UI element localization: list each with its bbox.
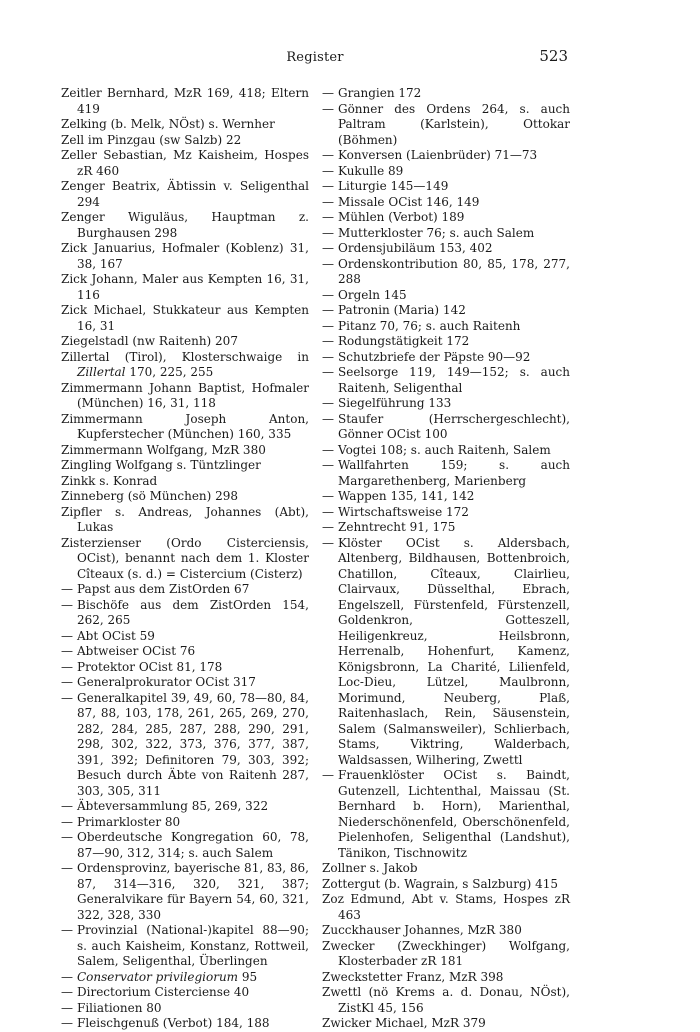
- entry-text: Directorium Cisterciense 40: [77, 985, 250, 999]
- subentry-dash: —: [322, 225, 334, 240]
- subentry-dash: —: [322, 179, 334, 193]
- index-subentry: [322, 350, 570, 366]
- entry-text: Ziegelstadl (nw Raitenh) 207: [61, 334, 238, 348]
- entry-text: Äbteversammlung 85, 269, 322: [77, 799, 269, 813]
- entry-text: Zingling Wolfgang s. Tüntzlinger: [61, 458, 261, 472]
- index-subentry: [322, 334, 570, 350]
- index-entry: [61, 179, 309, 210]
- index-subentry: [61, 830, 309, 861]
- entry-text: Mutterkloster 76; s. auch Salem: [338, 225, 535, 240]
- entry-text: Zick Johann, Maler aus Kempten 16, 31, 116: [61, 272, 309, 302]
- entry-text: Zehntrecht 91, 175: [338, 520, 456, 534]
- subentry-dash: —: [322, 520, 334, 534]
- subentry-dash: —: [61, 799, 73, 813]
- subentry-dash: —: [322, 86, 334, 100]
- index-subentry: [322, 443, 570, 459]
- entry-text: Fleischgenuß (Verbot) 184, 188: [77, 1016, 270, 1030]
- entry-text: Wappen 135, 141, 142: [338, 489, 475, 503]
- index-column-right: [322, 86, 570, 1032]
- index-entry: [61, 474, 309, 490]
- entry-text: Missale OCist 146, 149: [338, 194, 480, 209]
- entry-text: Mühlen (Verbot) 189: [338, 210, 465, 224]
- subentry-dash: —: [322, 256, 334, 271]
- index-subentry: [322, 520, 570, 536]
- entry-text: Generalprokurator OCist 317: [77, 675, 256, 689]
- index-entry: [322, 939, 570, 970]
- index-entry: [322, 985, 570, 1016]
- index-subentry: [322, 458, 570, 489]
- subentry-dash: —: [61, 659, 73, 674]
- entry-text: Grangien 172: [338, 86, 422, 100]
- entry-text: Zottergut (b. Wagrain, s Salzburg) 415: [322, 876, 559, 891]
- entry-text: Zimmermann Johann Baptist, Hofmaler (München) 16, 31, 118: [61, 380, 309, 410]
- subentry-dash: —: [322, 318, 334, 333]
- entry-text: Zwicker Michael, MzR 379: [322, 1016, 486, 1030]
- entry-text: Liturgie 145—149: [338, 179, 449, 193]
- index-subentry: [61, 970, 309, 986]
- subentry-dash: —: [61, 690, 73, 705]
- index-subentry: [322, 210, 570, 226]
- index-entry: [61, 210, 309, 241]
- index-subentry: [61, 1016, 309, 1032]
- subentry-dash: —: [61, 861, 73, 875]
- subentry-dash: —: [322, 504, 334, 519]
- index-entry: [61, 86, 309, 117]
- index-entry: [61, 272, 309, 303]
- subentry-dash: —: [61, 597, 73, 612]
- entry-text: Zenger Beatrix, Äbtissin v. Seligenthal 294: [61, 179, 309, 209]
- index-entry: [322, 861, 570, 877]
- subentry-dash: —: [61, 830, 73, 844]
- index-entry: [322, 970, 570, 986]
- index-subentry: [322, 319, 570, 335]
- entry-text: Primarkloster 80: [77, 814, 181, 829]
- index-subentry: [322, 489, 570, 505]
- entry-text: Zisterzienser (Ordo Cisterciensis, OCist), benannt nach dem 1. Kloster Cîteaux (s. d.) = Cistercium (Cisterz): [61, 535, 309, 581]
- entry-text: Schutzbriefe der Päpste 90—92: [338, 349, 531, 364]
- entry-text: Zick Michael, Stukkateur aus Kempten 16, 31: [61, 303, 309, 333]
- entry-text: Papst aus dem ZistOrden 67: [77, 582, 250, 596]
- subentry-dash: —: [322, 458, 334, 472]
- entry-text: Protektor OCist 81, 178: [77, 659, 223, 674]
- entry-suffix: 95: [238, 969, 258, 984]
- entry-text: Zillertal (Tirol), Klosterschwaige in Zillertal 170, 225, 255: [61, 349, 309, 379]
- entry-text: Generalkapitel 39, 49, 60, 78—80, 84, 87, 88, 103, 178, 261, 265, 269, 270, 282, 284, 285, 287, 288, 290, 291, 298, 302, 322, 373, 376, 377, 387, 391, 392; Definitoren 79, 303, 392; Besuch durch Äbte von Raitenh 287, 303, 305, 311: [77, 690, 309, 798]
- index-subentry: [322, 195, 570, 211]
- index-subentry: [322, 102, 570, 149]
- subentry-dash: —: [322, 287, 334, 302]
- index-entry: [61, 536, 309, 583]
- entry-text: Orgeln 145: [338, 287, 407, 302]
- index-entry: [61, 412, 309, 443]
- index-column-left: [61, 86, 309, 1032]
- index-subentry: [61, 582, 309, 598]
- entry-text: Conservator privilegiorum: [77, 969, 239, 984]
- entry-text: Zinkk s. Konrad: [61, 473, 158, 488]
- entry-text: Zucckhauser Johannes, MzR 380: [322, 923, 522, 937]
- index-entry: [322, 923, 570, 939]
- index-subentry: [61, 598, 309, 629]
- entry-text: Ordenskontribution 80, 85, 178, 277, 288: [338, 256, 570, 286]
- entry-text: Provinzial (National-)kapitel 88—90; s. auch Kaisheim, Konstanz, Rottweil, Salem, Seligenthal, Überlingen: [77, 923, 309, 968]
- index-subentry: [322, 257, 570, 288]
- index-subentry: [61, 644, 309, 660]
- subentry-dash: —: [61, 985, 73, 999]
- index-entry: [61, 117, 309, 133]
- subentry-dash: —: [61, 582, 73, 596]
- index-entry: [61, 350, 309, 381]
- index-entry: [61, 443, 309, 459]
- index-subentry: [322, 226, 570, 242]
- index-subentry: [61, 799, 309, 815]
- index-entry: [322, 877, 570, 893]
- index-subentry: [322, 536, 570, 769]
- subentry-dash: —: [61, 644, 73, 658]
- index-entry: [61, 489, 309, 505]
- entry-text: Bischöfe aus dem ZistOrden 154, 262, 265: [77, 597, 309, 627]
- entry-text: Staufer (Herrschergeschlecht), Gönner OCist 100: [338, 411, 570, 441]
- entry-text: Klöster OCist s. Aldersbach, Altenberg, Bildhausen, Bottenbroich, Chatillon, Cîteaux, Clairlieu, Clairvaux, Düsselthal, Ebrach, Engelszell, Fürstenfeld, Fürstenzell, Goldenkron, Gotteszell, Heiligenkreuz, Heilsbronn, Herrenalb, Hohenfurt, Kamenz, Königsbronn, La Charité, Lilienfeld, Loc-Dieu, Lützel, Maulbronn, Morimund, Neuberg, Plaß, Raitenhaslach, Rein, Säusenstein, Salem (Salmansweiler), Schlierbach, Stams, Viktring, Walderbach, Waldsassen, Wilhering, Zwettl: [338, 535, 570, 767]
- entry-text: Wallfahrten 159; s. auch Margarethenberg, Marienberg: [338, 458, 570, 488]
- entry-text: Abtweiser OCist 76: [77, 644, 196, 658]
- index-subentry: [61, 1001, 309, 1017]
- subentry-dash: —: [322, 210, 334, 224]
- running-title: Register: [286, 50, 344, 65]
- entry-text: Zeitler Bernhard, MzR 169, 418; Eltern 419: [61, 86, 309, 116]
- index-subentry: [61, 660, 309, 676]
- index-subentry: [61, 675, 309, 691]
- index-subentry: [322, 241, 570, 257]
- index-entry: [61, 148, 309, 179]
- subentry-dash: —: [322, 334, 334, 348]
- index-subentry: [322, 303, 570, 319]
- entry-text: Zipfler s. Andreas, Johannes (Abt), Lukas: [61, 504, 309, 534]
- index-entry: [61, 303, 309, 334]
- entry-text: Ordensprovinz, bayerische 81, 83, 86, 87, 314—316, 320, 321, 387; Generalvikare für Bayern 54, 60, 321, 322, 328, 330: [77, 861, 309, 922]
- entry-text: Vogtei 108; s. auch Raitenh, Salem: [338, 442, 551, 457]
- italic-term: Zillertal: [77, 365, 126, 379]
- index-entry: [322, 892, 570, 923]
- index-entry: [61, 381, 309, 412]
- subentry-dash: —: [322, 768, 334, 782]
- subentry-dash: —: [322, 194, 334, 209]
- entry-text: Zell im Pinzgau (sw Salzb) 22: [61, 132, 242, 147]
- entry-text: Oberdeutsche Kongregation 60, 78, 87—90, 312, 314; s. auch Salem: [77, 830, 309, 860]
- index-entry: [61, 133, 309, 149]
- index-subentry: [61, 691, 309, 800]
- entry-text: Zelking (b. Melk, NÖst) s. Wernher: [61, 117, 275, 131]
- subentry-dash: —: [61, 969, 73, 984]
- index-entry: [322, 1016, 570, 1032]
- subentry-dash: —: [322, 148, 334, 162]
- index-subentry: [322, 148, 570, 164]
- subentry-dash: —: [322, 101, 334, 116]
- index-entry: [61, 505, 309, 536]
- subentry-dash: —: [322, 396, 334, 410]
- entry-text: Filiationen 80: [77, 1000, 162, 1015]
- subentry-dash: —: [61, 675, 73, 689]
- entry-text: Zeller Sebastian, Mz Kaisheim, Hospes zR 460: [61, 148, 309, 178]
- subentry-dash: —: [61, 1000, 73, 1015]
- index-subentry: [61, 985, 309, 1001]
- entry-text: Abt OCist 59: [77, 628, 155, 643]
- subentry-dash: —: [61, 1016, 73, 1030]
- index-subentry: [322, 768, 570, 861]
- entry-text: Seelsorge 119, 149—152; s. auch Raitenh, Seligenthal: [338, 365, 570, 395]
- subentry-dash: —: [61, 814, 73, 829]
- subentry-dash: —: [322, 535, 334, 550]
- entry-text: Zollner s. Jakob: [322, 861, 418, 875]
- index-subentry: [322, 164, 570, 180]
- index-subentry: [61, 923, 309, 970]
- entry-text: Zenger Wiguläus, Hauptman z. Burghausen 298: [61, 210, 309, 240]
- index-subentry: [61, 815, 309, 831]
- entry-text: Frauenklöster OCist s. Baindt, Gutenzell, Lichtenthal, Maissau (St. Bernhard b. Horn), Marienthal, Niederschönenfeld, Oberschönenfeld, Pielenhofen, Seligenthal (Landshut), Tänikon, Tischnowitz: [338, 768, 570, 860]
- entry-text: Zoz Edmund, Abt v. Stams, Hospes zR 463: [322, 892, 570, 922]
- entry-text: Konversen (Laienbrüder) 71—73: [338, 148, 538, 162]
- index-subentry: [322, 396, 570, 412]
- index-subentry: [322, 505, 570, 521]
- entry-text: Zimmermann Wolfgang, MzR 380: [61, 442, 266, 457]
- subentry-dash: —: [61, 628, 73, 643]
- index-subentry: [61, 629, 309, 645]
- index-subentry: [322, 365, 570, 396]
- entry-text: Zweckstetter Franz, MzR 398: [322, 969, 504, 984]
- entry-text: Siegelführung 133: [338, 396, 452, 410]
- subentry-dash: —: [322, 411, 334, 426]
- index-subentry: [61, 861, 309, 923]
- entry-text: Wirtschaftsweise 172: [338, 504, 469, 519]
- subentry-dash: —: [322, 163, 334, 178]
- index-subentry: [322, 86, 570, 102]
- entry-text: Ordensjubiläum 153, 402: [338, 241, 493, 255]
- index-subentry: [322, 288, 570, 304]
- index-entry: [61, 241, 309, 272]
- entry-text: Gönner des Ordens 264, s. auch Paltram (Karlstein), Ottokar (Böhmen): [338, 101, 570, 147]
- entry-text: Zick Januarius, Hofmaler (Koblenz) 31, 38, 167: [61, 241, 309, 271]
- index-subentry: [322, 179, 570, 195]
- page-number: 523: [539, 47, 568, 65]
- subentry-dash: —: [322, 365, 334, 379]
- index-entry: [61, 458, 309, 474]
- entry-text: Zimmermann Joseph Anton, Kupferstecher (München) 160, 335: [61, 411, 309, 441]
- entry-text: Patronin (Maria) 142: [338, 303, 466, 317]
- entry-text: Rodungstätigkeit 172: [338, 334, 470, 348]
- entry-text: Zwecker (Zweckhinger) Wolfgang, Klosterbader zR 181: [322, 938, 570, 968]
- subentry-dash: —: [322, 349, 334, 364]
- subentry-dash: —: [322, 303, 334, 317]
- index-subentry: [322, 412, 570, 443]
- running-header: [60, 47, 570, 72]
- subentry-dash: —: [322, 241, 334, 255]
- index-entry: [61, 334, 309, 350]
- entry-text: Zwettl (nö Krems a. d. Donau, NÖst), ZistKl 45, 156: [322, 985, 570, 1015]
- entry-text: Kukulle 89: [338, 163, 404, 178]
- entry-text: Pitanz 70, 76; s. auch Raitenh: [338, 318, 521, 333]
- subentry-dash: —: [322, 489, 334, 503]
- entry-text: Zinneberg (sö München) 298: [61, 489, 239, 503]
- subentry-dash: —: [61, 923, 73, 937]
- subentry-dash: —: [322, 442, 334, 457]
